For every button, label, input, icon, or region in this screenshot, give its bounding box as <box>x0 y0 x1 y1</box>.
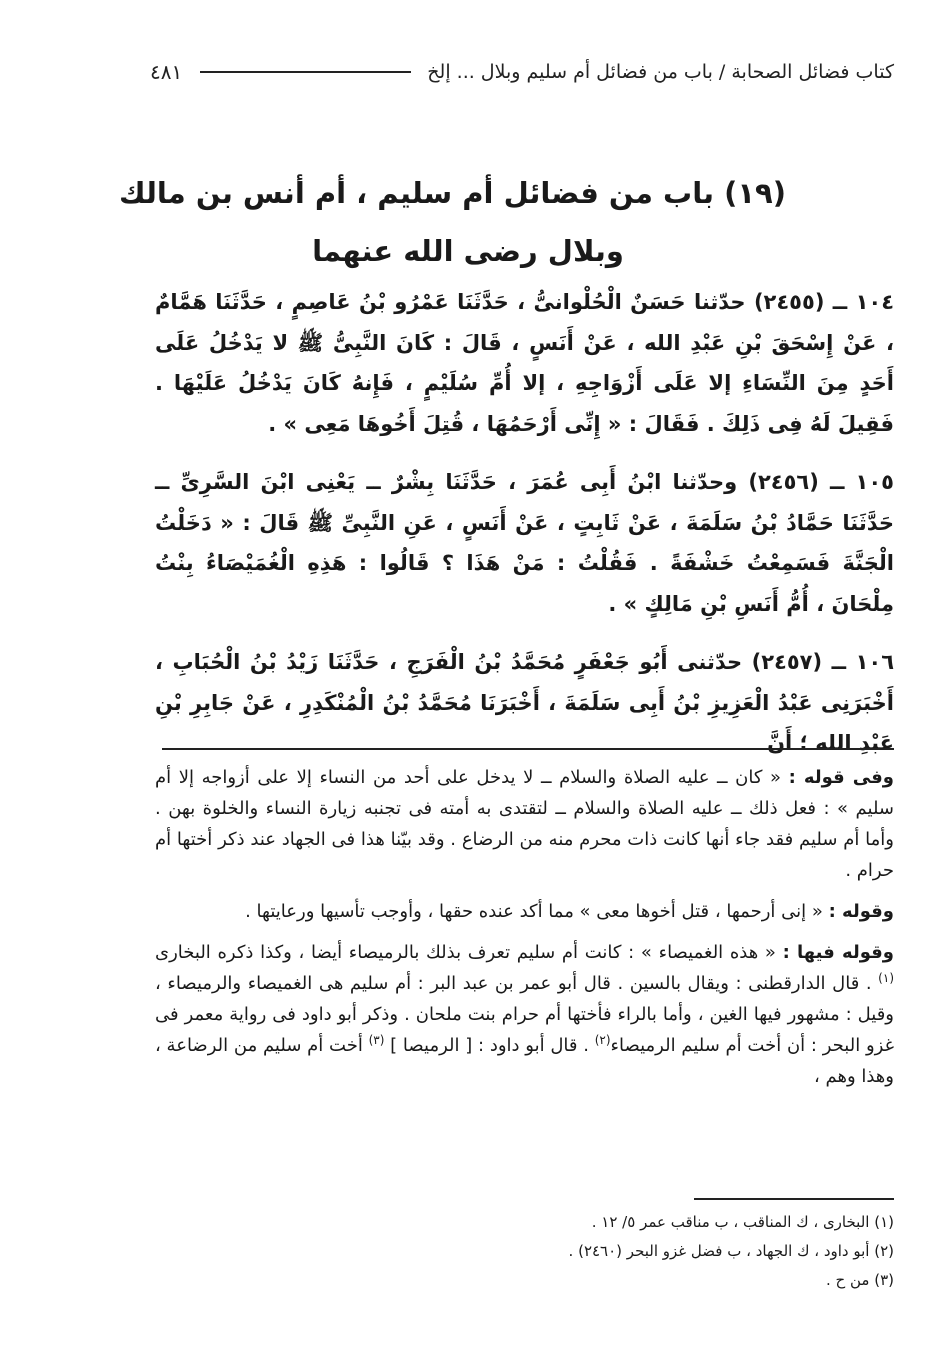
commentary-text-2: « إنى أرحمها ، قتل أخوها معى » مما أكد عنده حقها ، وأوجب تأسيها ورعايتها . <box>245 901 829 922</box>
commentary-text-3c: . قال أبو داود : [ الرميصا ] <box>384 1035 595 1056</box>
footnote-ref-1: (١) <box>878 971 894 985</box>
commentary-text-3a: « هذه الغميصاء » : كانت أم سليم تعرف بذلك بالرميصاء أيضا ، وكذا ذكره البخارى <box>155 942 783 963</box>
commentary-divider <box>162 748 894 750</box>
commentary-text-3b: . قال الدارقطنى : ويقال بالسين . قال أبو عمر بن عبد البر : أم سليم هى الغميصاء والرميصاء ، وقيل : مشهور فيها الغين ، وأما بالراء فأختها أم حرام بنت ملحان . وذكر أبو داود فى رواية معمر فى غزو البحر : أن أخت أم سليم الرميصاء <box>155 973 894 1056</box>
footnote-2: (٢) أبو داود ، ك الجهاد ، ب فضل غزو البحر (٢٤٦٠) . <box>568 1242 894 1260</box>
commentary-text-1: « كان ــ عليه الصلاة والسلام ــ لا يدخل على أحد من النساء إلا على أزواجه إلا أم سليم » : فعل ذلك ــ عليه الصلاة والسلام ــ لتقتدى به أمته فى تجنبه زيارة النساء والخلوة بهن . وأما أم سليم فقد جاء أنها كانت ذات محرم منه من الرضاع . وقد بيّنا هذا فى الجهاد عند ذكر أختها أم حرام . <box>155 767 894 881</box>
commentary-lead-1: وفى قوله : <box>788 767 894 788</box>
running-header <box>150 52 894 92</box>
chapter-title-line-2: وبلال رضى الله عنهما <box>312 234 624 268</box>
commentary <box>155 762 894 1102</box>
commentary-paragraph-2 <box>155 896 894 927</box>
footnotes <box>160 1208 894 1295</box>
running-header-title: كتاب فضائل الصحابة / باب من فضائل أم سليم وبلال ... إلخ <box>427 61 894 83</box>
commentary-lead-3: وقوله فيها : <box>782 942 894 963</box>
header-rule <box>200 71 411 73</box>
commentary-paragraph-1 <box>155 762 894 886</box>
footnote-ref-2: (٢) <box>594 1033 611 1047</box>
footnote-1: (١) البخارى ، ك المناقب ، ب مناقب عمر ٥/ ١٢ . <box>591 1213 894 1231</box>
hadith-106: ١٠٦ ــ (٢٤٥٧) حدّثنى أَبُو جَعْفَرٍ مُحَمَّدُ بْنُ الْفَرَجِ ، حَدَّثَنَا زَيْدُ بْنُ الْحُبَابِ ، أَخْبَرَنِى عَبْدُ الْعَزِيزِ بْنُ أَبِى سَلَمَةَ ، أَخْبَرَنَا مُحَمَّدُ بْنُ الْمُنْكَدِرِ ، عَنْ جَابِرِ بْنِ عَبْدِ الله ؛ أَنَّ <box>155 650 895 755</box>
hadith-104: ١٠٤ ــ (٢٤٥٥) حدّثنا حَسَنٌ الْحُلْوانىُّ ، حَدَّثَنَا عَمْرُو بْنُ عَاصِمٍ ، حَدَّثَنَا هَمَّامٌ ، عَنْ إِسْحَقَ بْنِ عَبْدِ الله ، عَنْ أَنَسٍ ، قَالَ : كَانَ النَّبِىُّ ﷺ لا يَدْخُلُ عَلَى أَحَدٍ مِنَ النِّسَاءِ إلا عَلَى أَزْوَاجِهِ ، إلا أُمِّ سُلَيْمٍ ، فَإِنهُ كَانَ يَدْخُلُ عَلَيْهَا . فَقِيلَ لَهُ فِى ذَلِكَ . فَقَالَ : « إِنِّى أَرْحَمُهَا ، قُتِلَ أَخُوهَا مَعِى » . <box>155 290 895 436</box>
chapter-heading <box>119 164 786 280</box>
footnote-ref-3: (٣) <box>368 1033 385 1047</box>
commentary-lead-2: وقوله : <box>828 901 894 922</box>
hadith-105: ١٠٥ ــ (٢٤٥٦) وحدّثنا ابْنُ أَبِى عُمَرَ ، حَدَّثَنَا بِشْرٌ ــ يَعْنِى ابْنَ السَّرِىِّ ــ حَدَّثَنَا حَمَّادُ بْنُ سَلَمَةَ ، عَنْ ثَابِتٍ ، عَنْ أَنَسٍ ، عَنِ النَّبِىِّ ﷺ قَالَ : « دَخَلْتُ الْجَنَّةَ فَسَمِعْتُ خَشْفَةً . فَقُلْتُ : مَنْ هَذَا ؟ قَالُوا : هَذِهِ الْغُمَيْصَاءُ بِنْتُ مِلْحَانَ ، أُمُّ أَنَسِ بْنِ مَالِكٍ » . <box>155 470 894 616</box>
hadith-text <box>155 282 894 782</box>
commentary-text-3d: أخت أم سليم من الرضاعة ، وهذا وهم ، <box>155 1035 894 1087</box>
page-number: ٤٨١ <box>150 60 183 84</box>
footnote-3: (٣) من ح . <box>826 1271 894 1289</box>
footnote-divider <box>694 1198 894 1200</box>
commentary-paragraph-3 <box>155 937 894 1092</box>
chapter-title-line-1: (١٩) باب من فضائل أم سليم ، أم أنس بن مالك <box>119 176 786 210</box>
